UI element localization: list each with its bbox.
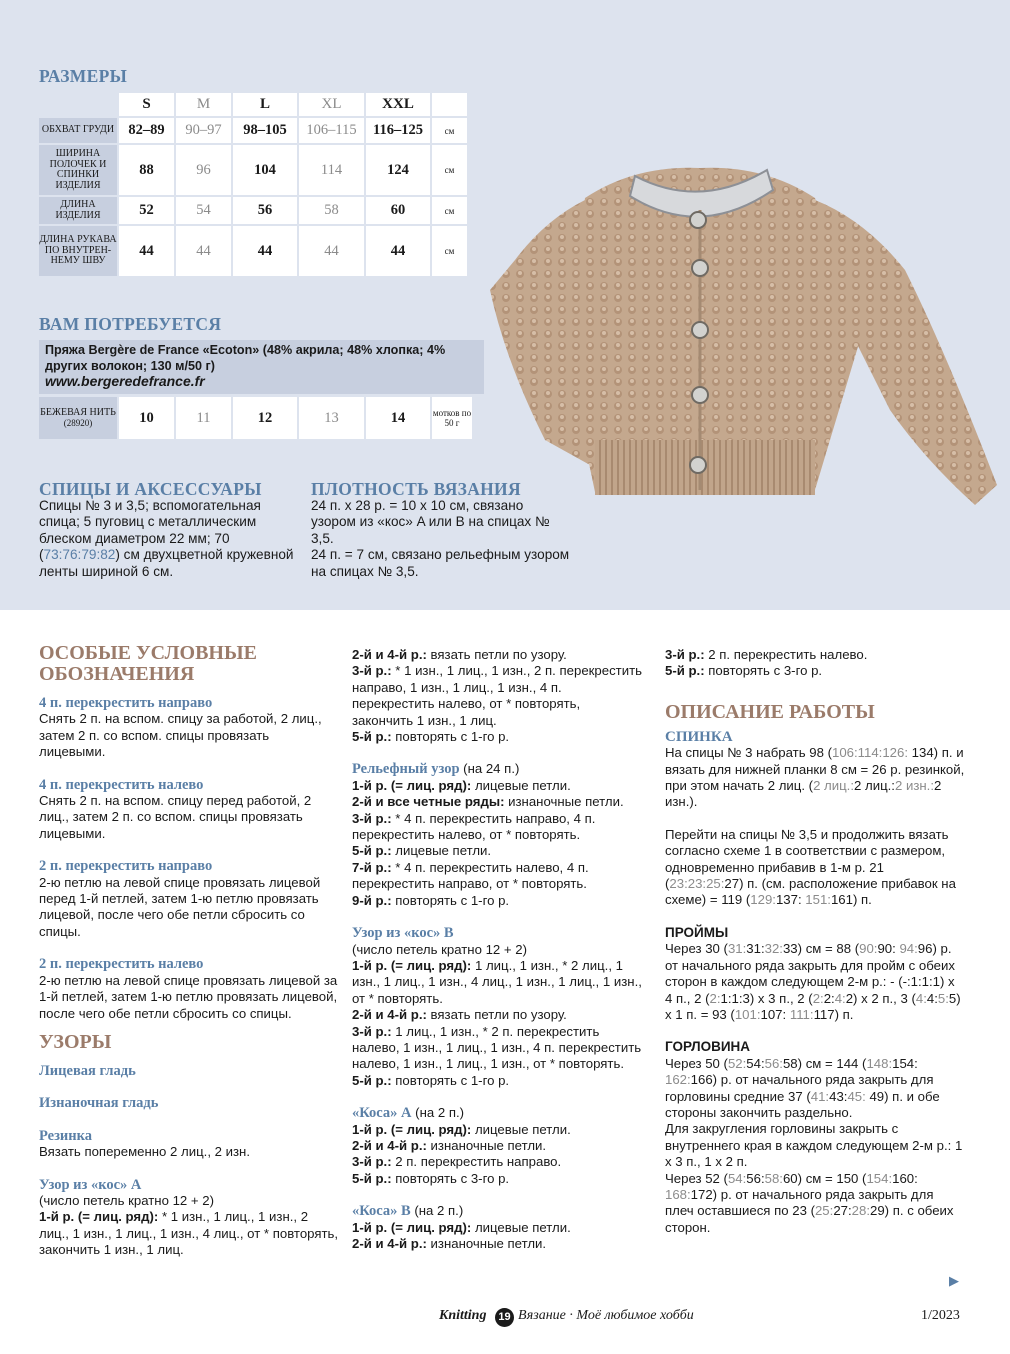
button — [690, 212, 706, 228]
list-item: «Коса» A (на 2 п.) 1-й р. (= лиц. ряд): лицевые петли. 2-й и 4-й р.: изнаночные петли. 3-й р.: 2 п. перекрестить направо. 5-й р.: повторять с 3-го р. — [352, 1105, 571, 1186]
sizes-table — [37, 91, 469, 278]
list-item: 3-й р.: 2 п. перекрестить налево. 5-й р.: повторять с 3-го р. — [665, 647, 868, 679]
list-item: 2 п. перекрестить направо 2-ю петлю на левой спице провязать лицевой перед 1-й петлей, затем 1-ю петлю провязать лицевой, после чего обе петли сбросить со спицы. — [39, 858, 321, 939]
row-label: ОБХВАТ ГРУДИ — [39, 118, 117, 143]
button — [692, 387, 708, 403]
table-row: ДЛИНА ИЗДЕЛИЯ 52 54 56 58 60 см — [39, 197, 467, 224]
list-item: 2-й и 4-й р.: вязать петли по узору. 3-й р.: * 1 изн., 1 лиц., 1 изн., 2 п. перекрестить направо, 1 изн., 1 лиц., 1 изн., 4 п. перекрестить налево, от * повторять, закончить 1 изн., 1 лиц. 5-й р.: повторять с 1-го р. — [352, 647, 643, 745]
materials-heading: ВАМ ПОТРЕБУЕТСЯ — [39, 314, 222, 334]
needles-text: Спицы № 3 и 3,5; вспомогательная спица; 5 пуговиц с металлическим блеском диаметром 22 мм; 70 (73:76:79:82) см двухцветной кружевной ленты шириной 6 см. — [39, 498, 294, 579]
gauge-text: 24 п. х 28 р. = 10 х 10 см, связано узором из «кос» A или B на спицах № 3,5. 24 п. = 7 см, связано рельефным узором на спицах № 3,5. — [311, 498, 570, 579]
back-title: СПИНКА — [665, 728, 733, 745]
footer-brand: Knitting — [439, 1308, 487, 1323]
column-2 — [352, 647, 642, 1268]
size-col-m: M — [176, 93, 231, 116]
back-p2: Перейти на спицы № 3,5 и продолжить вязать согласно схеме 1 в соответствии с размером, одновременно прибавив в 1-м р. 21 (23:23:25:27) п. (см. расположение прибавок на схеме) = 119 (129:137: 151:161) п. — [665, 826, 956, 908]
sizes-heading: РАЗМЕРЫ — [39, 66, 128, 86]
neck-p2: Для закругления горловины закрыть с внутреннего края в каждом следующем 2-м р.: 1 х 3 п., 1 х 2 п. — [665, 1121, 963, 1170]
list-item: Рельефный узор (на 24 п.) 1-й р. (= лиц. ряд): лицевые петли. 2-й и все четные ряды: изнаночные петли. 3-й р.: * 4 п. перекрестить направо, 4 п. перекрестить налево, от * повторять. 5-й р.: лицевые петли. 7-й р.: * 4 п. перекрестить налево, 4 п. перекрестить направо, от * повторять. 9-й р.: повторять с 1-го р. — [352, 761, 624, 908]
button — [692, 322, 708, 338]
list-item: 2 п. перекрестить налево 2-ю петлю на левой спице провязать лицевой за 1-й петлей, затем 1-ю петлю провязать лицевой, после чего обе петли сбросить со спицы. — [39, 956, 338, 1021]
list-item: 4 п. перекрестить налево Снять 2 п. на вспом. спицу перед работой, 2 лиц., затем 2 п. со вспом. спицы провязать лицевыми. — [39, 776, 312, 841]
list-item: 4 п. перекрестить направо Снять 2 п. на вспом. спицу за работой, 2 лиц., затем 2 п. со вспом. спицы провязать лицевыми. — [39, 695, 322, 760]
table-row: ШИРИНА ПОЛОЧЕК И СПИНКИ ИЗДЕЛИЯ 88 96 104 114 124 см — [39, 145, 467, 195]
column-3 — [665, 647, 965, 1236]
back-p1: На спицы № 3 набрать 98 (106:114:126: 134) п. и вязать для нижней планки 8 см = 26 р. резинкой, при этом начать 2 лиц. (2 лиц.:2 лиц.:2 изн.:2 изн.). — [665, 745, 965, 810]
list-item: Резинка Вязать попеременно 2 лиц., 2 изн. — [39, 1127, 250, 1160]
row-label: ДЛИНА ИЗДЕЛИЯ — [39, 197, 117, 224]
yarn-color-label: БЕЖЕВАЯ НИТЬ — [40, 407, 116, 418]
size-col-s: S — [119, 93, 174, 116]
yarn-url: www.bergeredefrance.fr — [45, 373, 205, 389]
neck-p3: Через 52 (54:56:58:60) см = 150 (154:160: 168:172) р. от начального ряда закрыть для плеч оставшиеся по 23 (25:27:28:29) п. с обеих сторон. — [665, 1170, 954, 1235]
list-item: Узор из «кос» B (число петель кратно 12 + 2) 1-й р. (= лиц. ряд): 1 лиц., 1 изн., * 2 лиц., 1 изн., 1 лиц., 1 изн., 4 лиц., 1 изн., 1 лиц., 1 изн., от * повторять. 2-й и 4-й р.: вязать петли по узору. 3-й р.: 1 лиц., 1 изн., * 2 п. перекрестить налево, 1 изн., 1 лиц., 1 изн., 4 п. перекрестить налево, 1 изн., 1 лиц., 1 изн., от * повторять. 5-й р.: повторять с 1-го р. — [352, 925, 642, 1088]
page-number: 19 — [495, 1308, 514, 1327]
cardigan-photo — [485, 160, 1003, 520]
armholes-title: ПРОЙМЫ — [665, 924, 729, 940]
issue-number: 1/2023 — [921, 1308, 960, 1323]
list-item: Лицевая гладь — [39, 1062, 136, 1079]
size-col-xl: XL — [299, 93, 364, 116]
needles-heading: СПИЦЫ И АКСЕССУАРЫ — [39, 479, 262, 499]
button — [690, 457, 706, 473]
size-col-xxl: XXL — [366, 93, 430, 116]
row-label: ШИРИНА ПОЛОЧЕК И СПИНКИ ИЗДЕЛИЯ — [39, 145, 117, 195]
table-row: БЕЖЕВАЯ НИТЬ (28920) 10 11 12 13 14 мотков по 50 г — [39, 397, 472, 439]
row-label: ДЛИНА РУКАВА ПО ВНУТРЕН-НЕМУ ШВУ — [39, 226, 117, 276]
symbols-heading: ОСОБЫЕ УСЛОВНЫЕ ОБОЗНАЧЕНИЯ — [39, 642, 257, 685]
gauge-heading: ПЛОТНОСТЬ ВЯЗАНИЯ — [311, 479, 521, 499]
list-item: «Коса» B (на 2 п.) 1-й р. (= лиц. ряд): лицевые петли. 2-й и 4-й р.: изнаночные петли. — [352, 1203, 571, 1251]
table-row: ДЛИНА РУКАВА ПО ВНУТРЕН-НЕМУ ШВУ 44 44 44 44 44 см — [39, 226, 467, 276]
yarn-code: (28920) — [63, 418, 93, 428]
list-item: Изнаночная гладь — [39, 1095, 159, 1112]
armholes-text: Через 30 (31:31:32:33) см = 88 (90:90: 94:96) р. от начального ряда закрыть для пройм с обеих сторон в каждом следующем 2-м р.: - (-:1:1:1) х 4 п., 2 (2:1:1:3) х 3 п., 2 (2:2:4:2) х 2 п., 3 (4:4:5:5) х 1 п. = 93 (101:107: 111:117) п. — [665, 941, 961, 1022]
size-col-l: L — [233, 93, 297, 116]
button — [692, 260, 708, 276]
magazine-title: Вязание · Моё любимое хобби — [518, 1308, 694, 1323]
patterns-heading: УЗОРЫ — [39, 1030, 112, 1053]
yarn-unit: мотков по 50 г — [432, 397, 472, 439]
list-item: Узор из «кос» A (число петель кратно 12 + 2) 1-й р. (= лиц. ряд): * 1 изн., 1 лиц., 1 изн., 2 лиц., 1 изн., 1 лиц., 1 изн., 4 лиц., от * повторять, закончить 1 изн., 1 лиц. — [39, 1176, 339, 1258]
yarn-description: Пряжа Bergère de France «Ecoton» (48% акрила; 48% хлопка; 4% других волокон; 130 м/50 г) — [45, 343, 446, 373]
work-heading: ОПИСАНИЕ РАБОТЫ — [665, 700, 875, 723]
continue-arrow-icon: ▶ — [949, 1273, 959, 1288]
column-1 — [39, 643, 339, 1275]
yarn-table — [37, 395, 474, 441]
neck-p1: Через 50 (52:54:56:58) см = 144 (148:154: 162:166) р. от начального ряда закрыть для горловины средние 37 (41:43:45: 49) п. и обе стороны закончить раздельно. — [665, 1055, 940, 1120]
table-row: ОБХВАТ ГРУДИ 82–89 90–97 98–105 106–115 116–125 см — [39, 118, 467, 143]
yarn-box — [39, 340, 484, 394]
neck-title: ГОРЛОВИНА — [665, 1039, 751, 1055]
footer — [0, 1308, 1010, 1328]
